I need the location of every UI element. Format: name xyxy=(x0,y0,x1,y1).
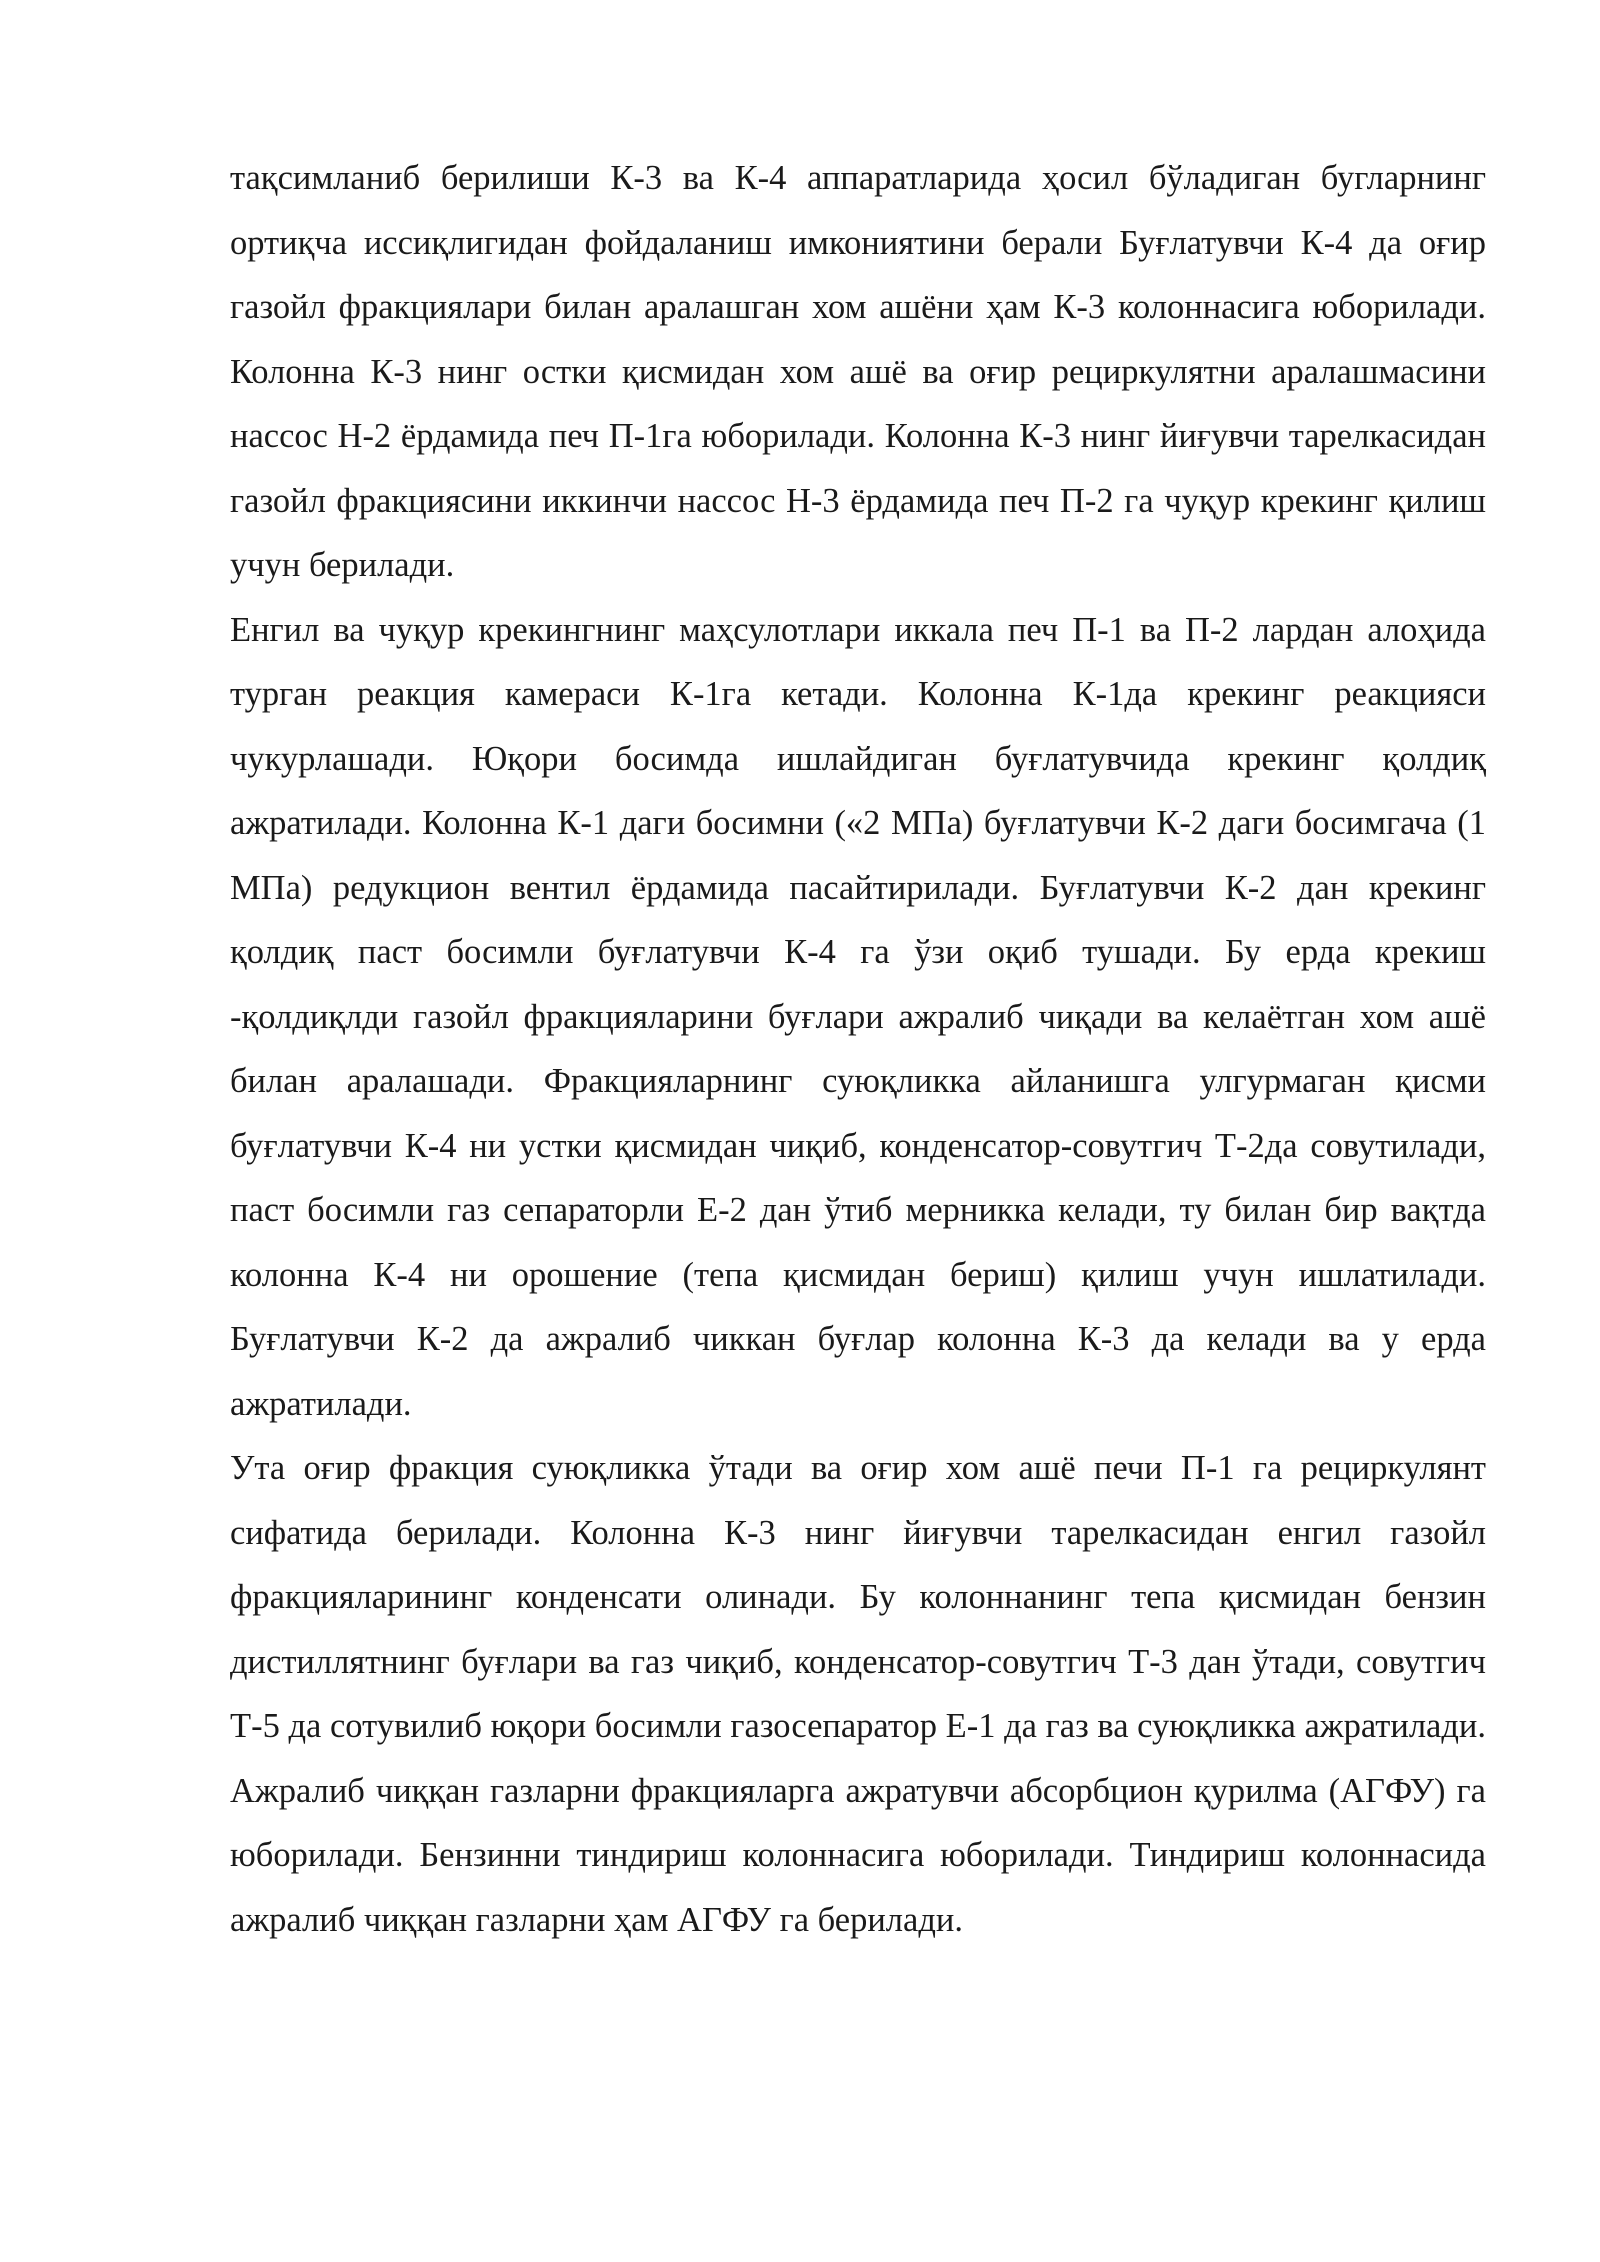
paragraph-1: тақсимланиб берилиши К-3 ва К-4 аппаратларида ҳосил бўладиган бугларнинг ортиқча иссиқлигидан фойдаланиш имкониятини берали Буғлатувчи К-4 да оғир газойл фракциялари билан аралашган хом ашёни ҳам К-3 колоннасига юборилади. Колонна К-3 нинг остки қисмидан хом ашё ва оғир рециркулятни аралашмасини нассос Н-2 ёрдамида печ П-1га юборилади. Колонна К-3 нинг йиғувчи тарелкасидан газойл фракциясини иккинчи нассос Н-3 ёрдамида печ П-2 га чуқур крекинг қилиш учун берилади. xyxy=(230,159,1486,584)
paragraph-2: Енгил ва чуқур крекингнинг маҳсулотлари иккала печ П-1 ва П-2 лардан алоҳида турган реакция камераси К-1га кетади. Колонна К-1да крекинг реакцияси чукурлашади. Юқори босимда ишлайдиган буғлатувчида крекинг қолдиқ ажратилади. Колонна К-1 даги босимни («2 МПа) буғлатувчи К-2 даги босимгача (1 МПа) редукцион вентил ёрдамида пасайтирилади. Буғлатувчи К-2 дан крекинг қолдиқ паст босимли буғлатувчи К-4 га ўзи оқиб тушади. Бу ерда крекиш -қолдиқлди газойл фракцияларини буғлари ажралиб чиқади ва келаётган хом ашё билан аралашади. Фракцияларнинг суюқликка айланишга улгурмаган қисми буғлатувчи К-4 ни устки қисмидан чиқиб, конденсатор-совутгич Т-2да совутилади, паст босимли газ сепараторли Е-2 дан ўтиб мерникка келади, ту билан бир вақтда колонна К-4 ни орошение (тепа қисмидан бериш) қилиш учун ишлатилади. Буғлатувчи К-2 да ажралиб чиккан буғлар колонна К-3 да келади ва у ерда ажратилади. xyxy=(230,610,1486,1423)
document-body xyxy=(230,146,1486,1952)
paragraph-3: Ута оғир фракция суюқликка ўтади ва оғир хом ашё печи П-1 га рециркулянт сифатида берилади. Колонна К-3 нинг йиғувчи тарелкасидан енгил газойл фракцияларининг конденсати олинади. Бу колоннанинг тепа қисмидан бензин дистиллятнинг буғлари ва газ чиқиб, конденсатор-совутгич Т-3 дан ўтади, совутгич Т-5 да сотувилиб юқори босимли газосепаратор Е-1 да газ ва суюқликка ажратилади. Ажралиб чиққан газларни фракцияларга ажратувчи абсорбцион қурилма (АГФУ) га юборилади. Бензинни тиндириш колоннасига юборилади. Тиндириш колоннасида ажралиб чиққан газларни ҳам АГФУ га берилади. xyxy=(230,1449,1486,1939)
